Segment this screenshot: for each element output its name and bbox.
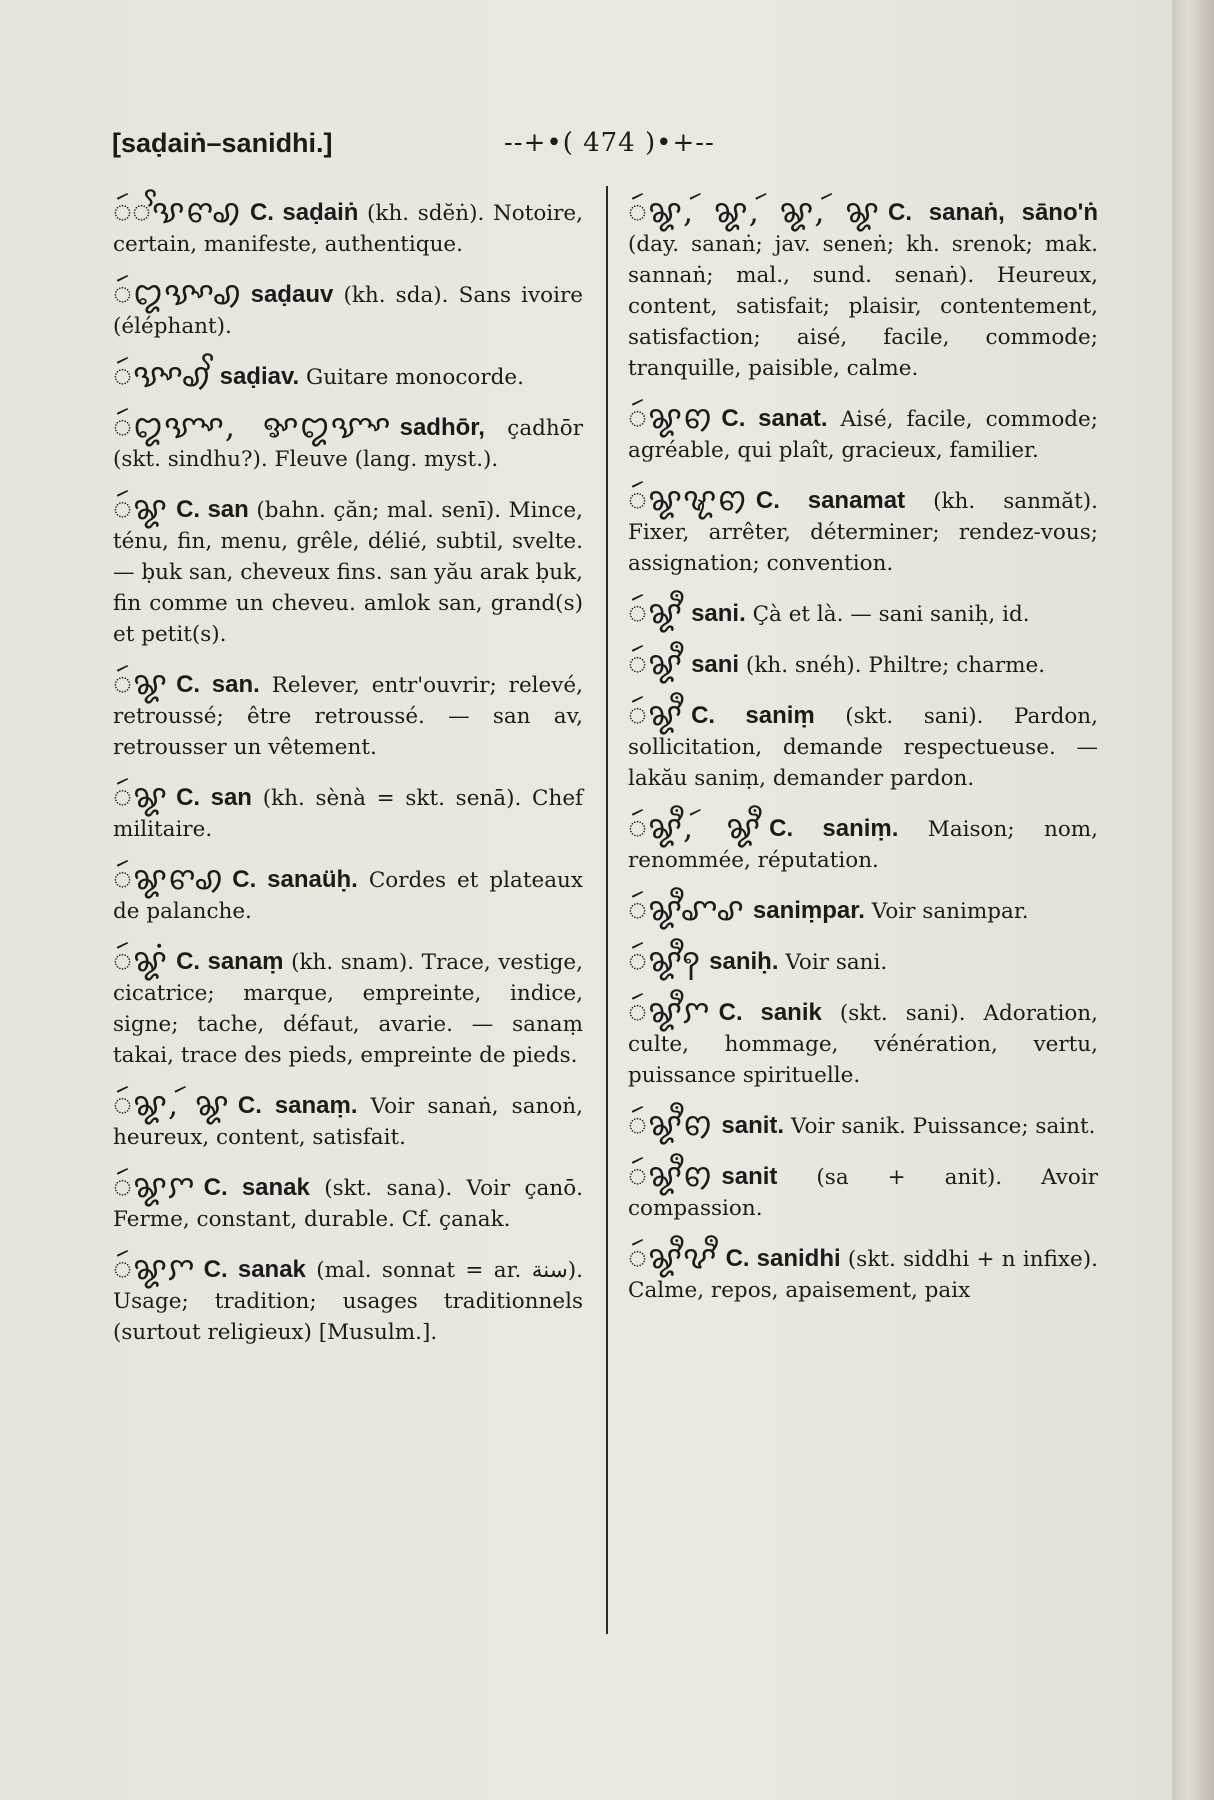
cham-script: ꩃꨕꨳꩉꨩ xyxy=(113,356,212,394)
headword: C. sanamat xyxy=(755,487,906,514)
cham-script: ꩃꨘꨓꩉ xyxy=(113,859,225,897)
dictionary-entry xyxy=(628,1105,1098,1143)
cham-script: ꩃꨘ, ꩃꨘ xyxy=(113,1085,230,1123)
definition-text: Maison; nom, renommée, réputation. xyxy=(628,817,1098,873)
headword: C. sanat. xyxy=(721,405,828,432)
dictionary-entry xyxy=(113,941,583,1071)
dictionary-entry xyxy=(113,664,583,763)
cham-script: ꩃꨘꨫꨖꨫ xyxy=(628,1238,718,1276)
headword: C. saḍaiṅ xyxy=(249,199,359,226)
dictionary-entry xyxy=(113,1085,583,1153)
cham-script: ꩃꨘꨆ xyxy=(113,1167,196,1205)
definition-text: (kh. snéh). Philtre; charme. xyxy=(739,653,1046,678)
definition-text: Aisé, facile, commode; agréable, qui plaît, gracieux, familier. xyxy=(628,407,1099,463)
cham-script: ꩃꨘꨫ xyxy=(628,695,684,733)
dictionary-entry xyxy=(113,192,583,260)
headword: sani xyxy=(691,651,740,678)
dictionary-entry xyxy=(628,808,1098,876)
headword: saniṃpar. xyxy=(752,897,865,924)
definition-text: (kh. sènà = skt. senā). Chef militaire. xyxy=(113,786,583,842)
dictionary-entry xyxy=(628,398,1099,466)
cham-script: ꩃꨘ xyxy=(113,664,169,702)
headword: C. sanaṃ xyxy=(176,948,284,975)
dictionary-entry xyxy=(113,407,583,475)
definition-text: (kh. sda). Sans ivoire (éléphant). xyxy=(113,283,583,339)
definition-text: (skt. sani). Adoration, culte, hommage, vénération, vertu, puissance spirituelle. xyxy=(628,1001,1098,1088)
cham-script: ꩃꨁꨕꨳꩉ xyxy=(113,274,243,312)
dictionary-entry xyxy=(628,890,1098,928)
cham-script: ꩃꨘꨫꩅ xyxy=(628,1105,714,1143)
definition-text: (day. sanaṅ; jav. seneṅ; kh. srenok; mak. sannaṅ; mal., sund. senaṅ). Heureux, content, satisfait; plaisir, contentement, satisfaction; aisé, facile, commode; tranquille, paisible, calme. xyxy=(628,232,1098,381)
cham-script: ꩃꨘꨫ xyxy=(628,644,684,682)
definition-text: (bahn. çăn; mal. senī). Mince, ténu, fin, menu, grêle, délié, subtil, svelte. — ḅuk san, cheveux fins. san yău arak ḅuk, fin comme un cheveu. amlok san, grand(s) et petit(s). xyxy=(113,498,583,647)
definition-text: Voir sani. xyxy=(778,950,888,975)
dictionary-entry xyxy=(628,192,1098,384)
headword: C. san xyxy=(176,496,249,523)
headword: C. sanaüḥ. xyxy=(232,866,358,893)
headword: C. saniṃ xyxy=(691,702,815,729)
cham-script: ꩃꨘꨫ xyxy=(628,593,684,631)
cham-script: ꩃꨘ, ꩃꨘ, ꩃꨘ, ꩃꨘ xyxy=(628,192,881,230)
headword: sanit xyxy=(721,1163,778,1190)
cham-script: ꩃꨘꨫ, ꩃꨘꨫ xyxy=(628,808,762,846)
headword: C. sanak xyxy=(203,1174,310,1201)
definition-text: Cordes et plateaux de palanche. xyxy=(113,868,584,924)
page-number: --+•( 474 )•+-- xyxy=(504,128,715,158)
headword: sadhōr, xyxy=(399,414,485,441)
cham-script: ꩃꨘ xyxy=(113,489,169,527)
definition-text: (kh. snam). Trace, vestige, cicatrice; marque, empreinte, indice, signe; tache, défaut, avarie. — sanaṃ takai, trace des pieds, empreinte de pieds. xyxy=(113,950,583,1068)
definition-text: (mal. sonnat = ar. سنة). Usage; tradition; usages traditionnels (surtout religieux) [Musulm.]. xyxy=(113,1258,584,1345)
cham-script: ꩃꨘꨫꨚꨣ xyxy=(628,890,745,928)
headword: C. sanaṅ, sāno'ṅ xyxy=(888,199,1098,226)
cham-script: ꩃꨘꨠꩅ xyxy=(628,480,748,518)
cham-script: ꩃꨘ xyxy=(113,777,169,815)
definition-text: Voir sanaṅ, sanoṅ, heureux, content, satisfait. xyxy=(113,1094,583,1150)
definition-text: (skt. sana). Voir çanō. Ferme, constant, durable. Cf. çanak. xyxy=(113,1176,583,1232)
headword: sanit. xyxy=(721,1112,785,1139)
headword: C. sanidhi xyxy=(725,1245,841,1272)
column-divider xyxy=(606,186,608,1634)
page-edge xyxy=(1172,0,1214,1800)
definition-text: (sa + anit). Avoir compassion. xyxy=(628,1165,1098,1221)
definition-text: Çà et là. — sani saniḥ, id. xyxy=(745,602,1030,627)
headword: C. sanik xyxy=(718,999,822,1026)
dictionary-entry xyxy=(628,593,1098,631)
definition-text: Relever, entr'ouvrir; relevé, retroussé; être retroussé. — san av, retrousser un vêtement. xyxy=(113,673,583,760)
dictionary-entry xyxy=(628,644,1098,682)
headword: saniḥ. xyxy=(709,948,779,975)
left-column xyxy=(113,192,584,1348)
cham-script: ꩃꨘꨫꩅ xyxy=(628,1156,714,1194)
headword: C. sanaṃ. xyxy=(237,1092,358,1119)
dictionary-entry xyxy=(113,777,583,845)
dictionary-entry xyxy=(628,941,1098,979)
running-head: [saḍaiṅ–sanidhi.] xyxy=(112,128,333,158)
dictionary-entry xyxy=(628,480,1098,579)
dictionary-entry xyxy=(113,1167,583,1235)
definition-text: Voir sanimpar. xyxy=(864,899,1029,924)
headword: sani. xyxy=(691,600,746,627)
dictionary-entry xyxy=(628,1238,1099,1306)
definition-text: Guitare monocorde. xyxy=(299,365,524,390)
page-header xyxy=(112,128,1112,168)
headword: C. san xyxy=(176,784,252,811)
cham-script: ꩃꨁꨎꨳ, ꨀꨁꨎꨳ xyxy=(113,407,392,445)
definition-text: (skt. sani). Pardon, sollicitation, demande respectueuse. — lakău saniṃ, demander pardon. xyxy=(628,704,1098,791)
headword: C. saniṃ. xyxy=(769,815,899,842)
definition-text: (kh. sdĕṅ). Notoire, certain, manifeste, authentique. xyxy=(113,201,583,257)
headword: C. sanak xyxy=(203,1256,306,1283)
headword: saḍiav. xyxy=(219,363,300,390)
cham-script: ꩃꨘꨫꩍ xyxy=(628,941,702,979)
dictionary-entry xyxy=(628,1156,1098,1224)
cham-script: ꩃꨘꨆ xyxy=(113,1249,196,1287)
dictionary-entry xyxy=(113,274,583,342)
cham-script: ꩃꨘꨫꨆ xyxy=(628,992,711,1030)
definition-text: çadhōr (skt. sindhu?). Fleuve (lang. myst.). xyxy=(113,416,583,472)
cham-script: ꩃꨩꨕꨓꩉ xyxy=(113,192,242,230)
dictionary-entry xyxy=(628,992,1098,1091)
right-column xyxy=(628,192,1099,1306)
headword: saḍauv xyxy=(250,281,334,308)
dictionary-entry xyxy=(628,695,1098,794)
cham-script: ꩃꨘꩅ xyxy=(628,398,714,436)
headword: C. san. xyxy=(176,671,260,698)
definition-text: Voir sanik. Puissance; saint. xyxy=(784,1114,1096,1139)
dictionary-entry xyxy=(113,1249,584,1348)
dictionary-entry xyxy=(113,356,583,394)
dictionary-entry xyxy=(113,859,584,927)
dictionary-entry xyxy=(113,489,583,650)
definition-text: (skt. siddhi + n infixe). Calme, repos, apaisement, paix xyxy=(628,1247,1099,1303)
cham-script: ꩃꨘꩌ xyxy=(113,941,169,979)
definition-text: (kh. sanmăt). Fixer, arrêter, déterminer; rendez-vous; assignation; convention. xyxy=(628,489,1098,576)
